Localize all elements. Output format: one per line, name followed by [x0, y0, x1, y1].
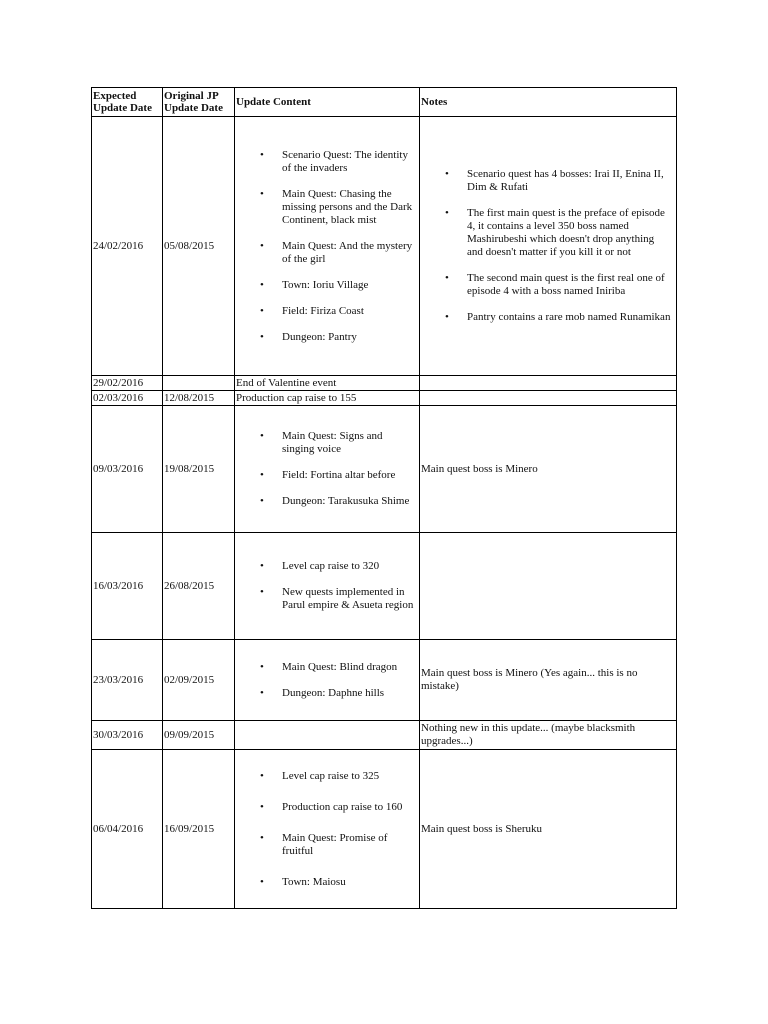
content-list	[236, 770, 418, 889]
notes-cell: Main quest boss is Minero	[420, 406, 677, 533]
bullet-icon: •	[260, 560, 264, 572]
bullet-icon: •	[260, 831, 264, 844]
list-item: • Main Quest: Chasing the missing persons and the Dark Continent, black mist	[260, 187, 413, 226]
notes-list	[421, 168, 675, 324]
header-row	[92, 88, 677, 117]
list-item: • Town: Maiosu	[260, 875, 346, 888]
expected-date-cell: 24/02/2016	[92, 117, 163, 376]
list-item: • Dungeon: Daphne hills	[260, 686, 385, 699]
list-item: • The first main quest is the preface of episode 4, it contains a level 350 boss named Mashirubeshi which doesn't drop anything and doesn't matter if you kill it or not	[445, 207, 665, 258]
bullet-icon: •	[260, 469, 264, 481]
update-schedule-table	[91, 87, 677, 909]
notes-cell	[420, 391, 677, 406]
bullet-icon: •	[260, 495, 264, 507]
content-list	[236, 430, 418, 508]
notes-cell	[420, 376, 677, 391]
notes-cell	[420, 117, 677, 376]
jp-date-cell: 12/08/2015	[163, 391, 235, 406]
table-row	[92, 406, 677, 533]
bullet-icon: •	[445, 311, 449, 323]
content-list	[236, 560, 418, 612]
expected-date-cell: 06/04/2016	[92, 750, 163, 909]
jp-date-cell: 16/09/2015	[163, 750, 235, 909]
expected-date-cell: 16/03/2016	[92, 533, 163, 640]
bullet-icon: •	[260, 330, 264, 343]
bullet-icon: •	[445, 207, 449, 219]
content-cell	[235, 640, 420, 721]
table-row	[92, 721, 677, 750]
notes-cell: Main quest boss is Sheruku	[420, 750, 677, 909]
content-cell: End of Valentine event	[235, 376, 420, 391]
jp-date-cell: 19/08/2015	[163, 406, 235, 533]
list-item: • Main Quest: And the mystery of the girl	[260, 239, 413, 265]
header-notes: Notes	[420, 88, 677, 117]
bullet-icon: •	[260, 875, 264, 888]
jp-date-cell: 26/08/2015	[163, 533, 235, 640]
bullet-icon: •	[260, 304, 264, 317]
list-item: • The second main quest is the first real one of episode 4 with a boss named Iniriba	[445, 272, 665, 297]
list-item: • Main Quest: Signs and singing voice	[260, 430, 383, 455]
list-item: • Pantry contains a rare mob named Runamikan	[445, 311, 671, 323]
bullet-icon: •	[260, 769, 264, 782]
bullet-icon: •	[445, 272, 449, 284]
list-item: • New quests implemented in Parul empire & Asueta region	[260, 586, 414, 611]
bullet-icon: •	[260, 660, 264, 673]
notes-cell	[420, 533, 677, 640]
bullet-icon: •	[260, 800, 264, 813]
list-item: • Production cap raise to 160	[260, 800, 403, 813]
list-item: • Field: Firiza Coast	[260, 304, 364, 317]
bullet-icon: •	[260, 430, 264, 442]
list-item: • Scenario Quest: The identity of the invaders	[260, 148, 408, 174]
list-item: • Town: Ioriu Village	[260, 278, 369, 291]
content-cell	[235, 117, 420, 376]
bullet-icon: •	[260, 586, 264, 598]
list-item: • Scenario quest has 4 bosses: Irai II, Enina II, Dim & Rufati	[445, 168, 664, 193]
bullet-icon: •	[260, 148, 264, 161]
table-row	[92, 750, 677, 909]
table-row	[92, 376, 677, 391]
expected-date-cell: 30/03/2016	[92, 721, 163, 750]
content-cell	[235, 406, 420, 533]
header-jp-date: Original JP Update Date	[163, 88, 235, 117]
jp-date-cell	[163, 376, 235, 391]
expected-date-cell: 09/03/2016	[92, 406, 163, 533]
list-item: • Level cap raise to 320	[260, 560, 380, 572]
expected-date-cell: 02/03/2016	[92, 391, 163, 406]
content-list	[236, 149, 418, 344]
bullet-icon: •	[260, 187, 264, 200]
table-row	[92, 533, 677, 640]
bullet-icon: •	[260, 239, 264, 252]
content-cell	[235, 750, 420, 909]
list-item: • Main Quest: Promise of fruitful	[260, 831, 388, 857]
list-item: • Main Quest: Blind dragon	[260, 660, 398, 673]
bullet-icon: •	[445, 168, 449, 180]
table-row	[92, 640, 677, 721]
bullet-icon: •	[260, 278, 264, 291]
notes-cell: Main quest boss is Minero (Yes again... this is no mistake)	[420, 640, 677, 721]
expected-date-cell: 29/02/2016	[92, 376, 163, 391]
jp-date-cell: 02/09/2015	[163, 640, 235, 721]
jp-date-cell: 05/08/2015	[163, 117, 235, 376]
header-expected-date: Expected Update Date	[92, 88, 163, 117]
content-cell: Production cap raise to 155	[235, 391, 420, 406]
jp-date-cell: 09/09/2015	[163, 721, 235, 750]
list-item: • Dungeon: Tarakusuka Shime	[260, 495, 410, 507]
content-cell	[235, 533, 420, 640]
list-item: • Dungeon: Pantry	[260, 330, 357, 343]
bullet-icon: •	[260, 686, 264, 699]
notes-cell: Nothing new in this update... (maybe blacksmith upgrades...)	[420, 721, 677, 750]
list-item: • Field: Fortina altar before	[260, 469, 396, 481]
table-row	[92, 391, 677, 406]
content-list	[236, 661, 418, 700]
table-row	[92, 117, 677, 376]
content-cell	[235, 721, 420, 750]
header-update-content: Update Content	[235, 88, 420, 117]
expected-date-cell: 23/03/2016	[92, 640, 163, 721]
list-item: • Level cap raise to 325	[260, 769, 380, 782]
